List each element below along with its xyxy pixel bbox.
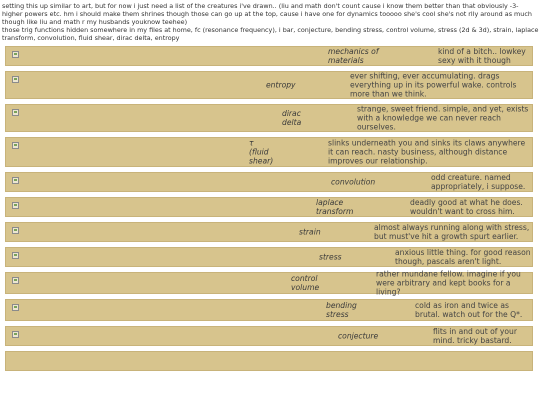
broken-image-icon xyxy=(12,331,19,338)
creature-description: anxious little thing. for good reason though, pascals aren't light. xyxy=(395,248,531,266)
creature-name: entropy xyxy=(266,80,296,90)
creature-card-mechanics-of-materials xyxy=(5,46,533,66)
creature-name: control volume xyxy=(291,274,320,292)
broken-image-icon xyxy=(12,304,19,311)
creature-card-control-volume xyxy=(5,269,533,297)
broken-image-icon xyxy=(12,51,19,58)
creature-card-partial xyxy=(5,351,533,371)
creature-card-strain xyxy=(5,222,533,242)
broken-image-icon xyxy=(12,109,19,116)
broken-image-icon xyxy=(12,252,19,259)
creature-description: deadly good at what he does. wouldn't want to cross him. xyxy=(410,198,523,216)
creature-description: slinks underneath you and sinks its claws anywhere it can reach. nasty business, although distance improves our relationship. xyxy=(328,138,526,166)
creature-card-bending-stress xyxy=(5,299,533,321)
creature-card-laplace-transform xyxy=(5,197,533,217)
creature-card-convolution xyxy=(5,172,533,192)
intro-paragraph: setting this up similar to art, but for now i just need a list of the creatures i've drawn.. (liu and math don't count cause i know them better than that obviously -3- higher powers etc. hm i should make them shrines though those can go up at the top, cause i have one for dynamics tooooo she's cool she's not rlly around as much though like liu and math r my husbands youknow teehee) xyxy=(2,2,532,26)
creature-description: ever shifting, ever accumulating. drags everything up in its powerful wake. controls more than we think. xyxy=(350,71,517,99)
broken-image-icon xyxy=(12,142,19,149)
creature-list xyxy=(0,46,540,371)
creature-name: conjecture xyxy=(338,331,379,341)
creature-description: strange, sweet friend. simple, and yet, exists with a knowledge we can never reach ourselves. xyxy=(357,104,529,132)
broken-image-icon xyxy=(12,227,19,234)
creature-card-entropy xyxy=(5,71,533,99)
broken-image-icon xyxy=(12,177,19,184)
broken-image-icon xyxy=(12,202,19,209)
creature-card-dirac-delta xyxy=(5,104,533,132)
creature-description: odd creature. named appropriately, i suppose. xyxy=(431,173,526,191)
creature-card-fluid-shear xyxy=(5,137,533,167)
creature-card-conjecture xyxy=(5,326,533,346)
creature-name: mechanics of materials xyxy=(328,47,379,65)
creature-name: convolution xyxy=(331,177,376,187)
creature-description: rather mundane fellow. imagine if you were arbitrary and kept books for a living? xyxy=(376,269,521,297)
creature-description: cold as iron and twice as brutal. watch out for the Q*. xyxy=(415,301,523,319)
intro-text xyxy=(0,0,540,42)
creature-card-stress xyxy=(5,247,533,267)
broken-image-icon xyxy=(12,277,19,284)
creature-name: dirac delta xyxy=(282,109,302,127)
creature-name: τ (fluid shear) xyxy=(249,138,274,166)
creature-name: strain xyxy=(299,227,321,237)
creature-name: stress xyxy=(319,252,342,262)
creature-description: almost always running along with stress, but must've hit a growth spurt earlier. xyxy=(374,223,530,241)
creature-name: laplace transform xyxy=(316,198,354,216)
creature-description: kind of a bitch.. lowkey sexy with it though xyxy=(438,47,526,65)
creature-name: bending stress xyxy=(326,301,357,319)
broken-image-icon xyxy=(12,76,19,83)
intro-todo-list: those trig functions hidden somewhere in my files at home, fc (resonance frequency), i bar, conjecture, bending stress, control volume, stress (2d & 3d), strain, laplace transform, convolution, fluid shear, dirac delta, entropy xyxy=(2,26,539,42)
creature-description: flits in and out of your mind. tricky bastard. xyxy=(433,327,517,345)
